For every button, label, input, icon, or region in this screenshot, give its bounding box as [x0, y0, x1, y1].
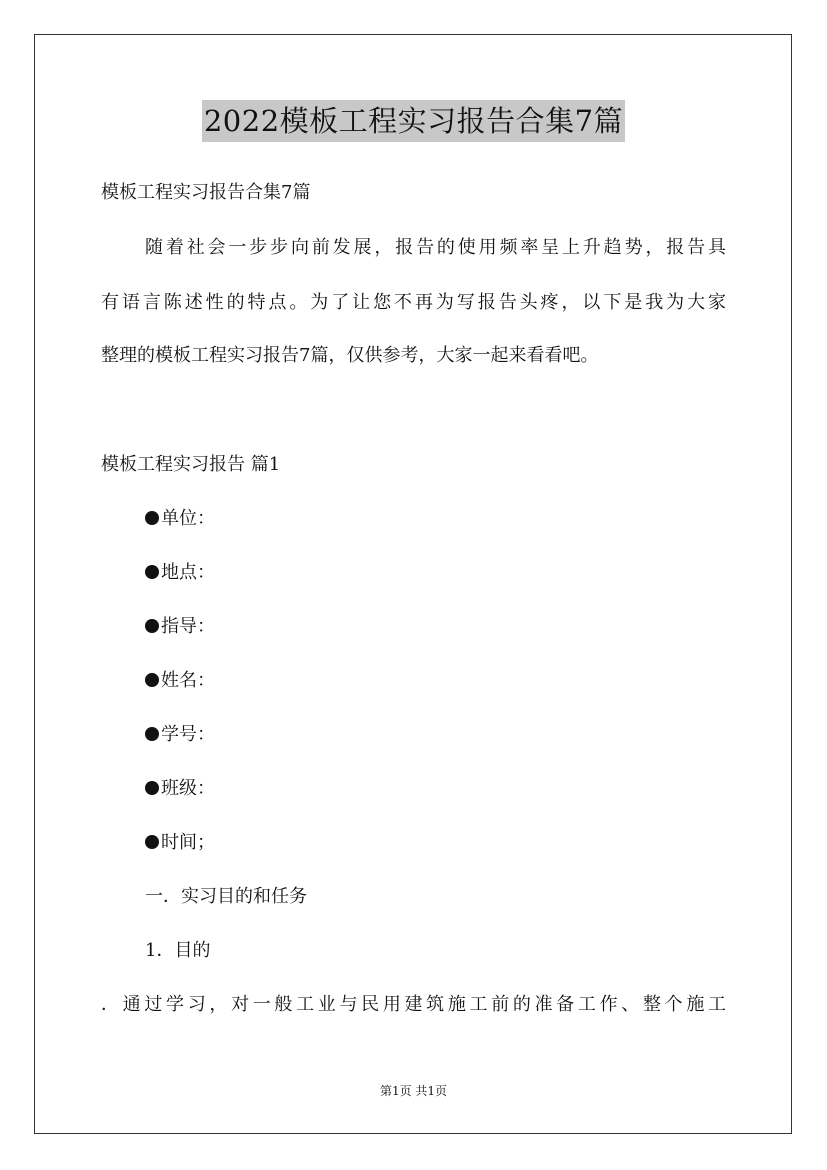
document-subtitle: 模板工程实习报告合集7篇: [101, 182, 311, 203]
field-unit: [145, 507, 215, 531]
title-wrap: [0, 100, 827, 142]
field-student-id: [145, 723, 215, 747]
field-label: 时间；: [161, 832, 215, 853]
section-heading: 模板工程实习报告 篇1: [101, 454, 281, 475]
outline-subheading: 1．目的: [145, 940, 211, 961]
outline-heading: 一．实习目的和任务: [145, 886, 307, 907]
field-label: 姓名：: [161, 670, 215, 691]
field-time: [145, 831, 215, 855]
bullet-icon: [145, 781, 159, 795]
intro-line-1: 随着社会一步步向前发展，报告的使用频率呈上升趋势，报告具: [145, 237, 726, 258]
body-text-line: ．通过学习，对一般工业与民用建筑施工前的准备工作、整个施工: [101, 994, 726, 1015]
field-label: 班级：: [161, 778, 215, 799]
field-location: [145, 561, 215, 585]
field-name: [145, 669, 215, 693]
field-advisor: [145, 615, 215, 639]
document-title: 2022模板工程实习报告合集7篇: [202, 100, 625, 142]
page-footer: 第1页 共1页: [379, 1084, 448, 1098]
bullet-icon: [145, 619, 159, 633]
intro-line-3: 整理的模板工程实习报告7篇，仅供参考，大家一起来看看吧。: [101, 345, 599, 366]
bullet-icon: [145, 727, 159, 741]
bullet-icon: [145, 673, 159, 687]
field-label: 学号：: [161, 724, 215, 745]
bullet-icon: [145, 565, 159, 579]
field-label: 单位：: [161, 508, 215, 529]
field-class: [145, 777, 215, 801]
bullet-icon: [145, 835, 159, 849]
intro-line-2: 有语言陈述性的特点。为了让您不再为写报告头疼，以下是我为大家: [101, 292, 726, 313]
bullet-icon: [145, 511, 159, 525]
field-label: 指导：: [161, 616, 215, 637]
field-label: 地点：: [161, 562, 215, 583]
